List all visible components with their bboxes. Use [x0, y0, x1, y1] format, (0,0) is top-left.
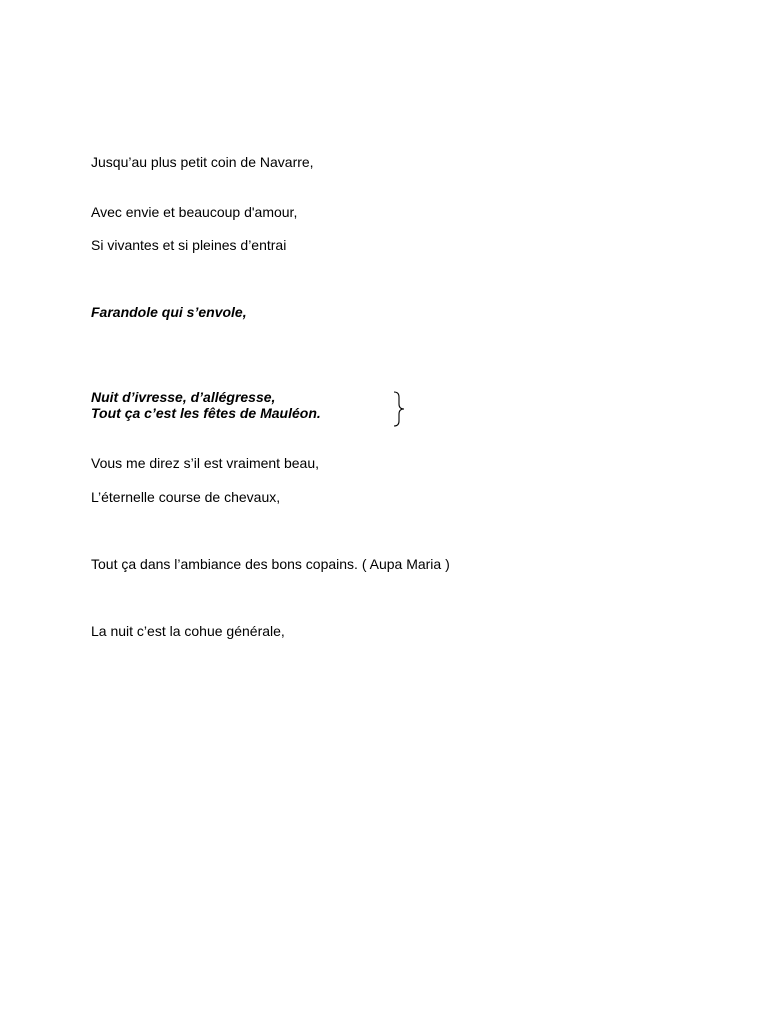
- lyric-line: Avec envie et beaucoup d'amour,: [91, 204, 298, 220]
- right-brace-icon: [392, 391, 406, 427]
- lyric-line: Tout ça dans l’ambiance des bons copains. ( Aupa Maria ): [91, 556, 450, 572]
- lyric-line: L’éternelle course de chevaux,: [91, 489, 281, 505]
- chorus-line: Tout ça c’est les fêtes de Mauléon.: [91, 405, 321, 421]
- lyric-line: Si vivantes et si pleines d’entrai: [91, 237, 287, 253]
- chorus-line: Nuit d’ivresse, d’allégresse,: [91, 389, 276, 405]
- lyric-line: Vous me direz s’il est vraiment beau,: [91, 455, 319, 471]
- lyric-line: La nuit c’est la cohue générale,: [91, 623, 285, 639]
- lyric-line: Jusqu’au plus petit coin de Navarre,: [91, 154, 314, 170]
- chorus-line: Farandole qui s’envole,: [91, 304, 247, 320]
